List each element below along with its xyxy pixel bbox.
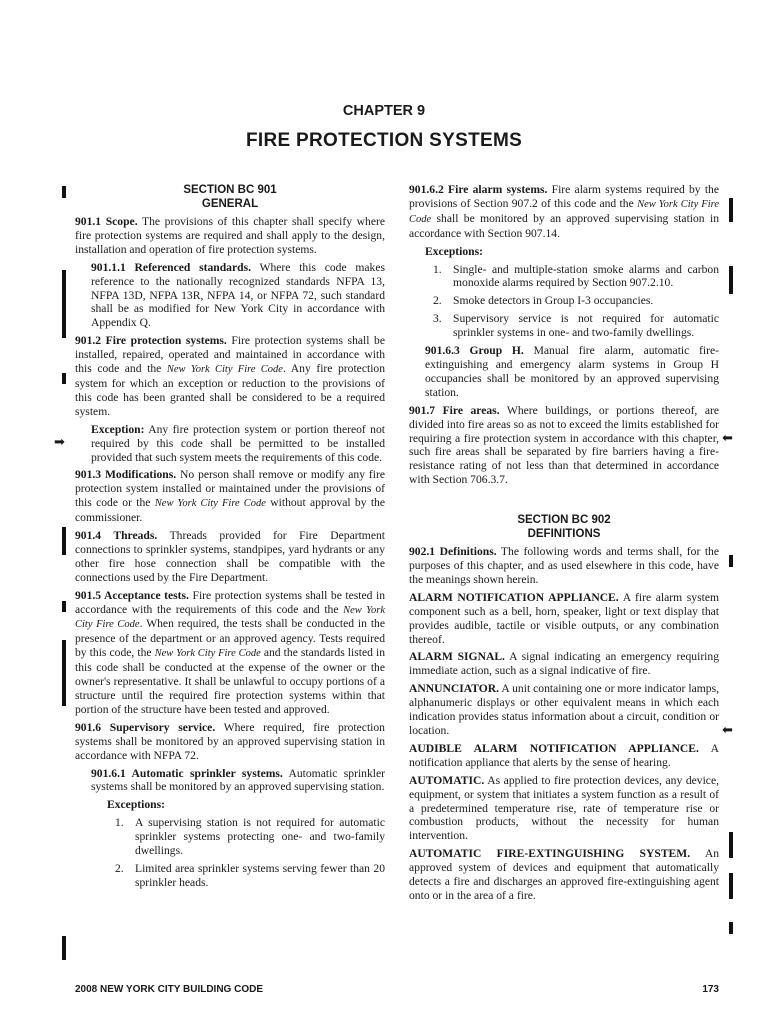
definition-annunciator: ANNUNCIATOR. A unit containing one or more indicator lamps, alphanumeric displays or other equivalent means in which each indication provides status information about a circuit, condition or location.: [409, 682, 719, 737]
arrow-left-icon: ⬅: [722, 722, 733, 737]
change-bar-icon: [62, 270, 66, 338]
exceptions-heading: Exceptions:: [425, 244, 483, 258]
paragraph-901-5: 901.5 Acceptance tests. Fire protection systems shall be tested in accordance with the requirements of this code and the New York City Fire Code. When required, the tests shall be conducted in the presence of the department or an approved agency. Tests required by this code, the New York City Fire Code and the standards listed in this code shall be conducted at the expense of the owner or the owner's representative. It shall be unlawful to occupy portions of a structure until the required fire protection systems within that portion of the structure have been tested and approved.: [75, 588, 386, 716]
definition-alarm-notification-appliance: ALARM NOTIFICATION APPLIANCE. A fire alarm system component such as a bell, horn, speaker, light or text display that provides audible, tactile or visible outputs, or any combination thereof.: [409, 590, 720, 646]
left-column: [75, 183, 385, 894]
change-bar-icon: [729, 832, 733, 858]
paragraph-901-1-1: 901.1.1 Referenced standards. Where this code makes reference to the nationally recognized standards NFPA 13, NFPA 13D, NFPA 13R, NFPA 14, or NFPA 72, such standard shall be as modified for New York City in accordance with Appendix Q.: [91, 260, 385, 330]
page-number: 173: [702, 984, 719, 995]
change-bar-icon: [62, 373, 66, 384]
paragraph-901-3: 901.3 Modifications. No person shall remove or modify any fire protection system installed or maintained under the provisions of this code or the New York City Fire Code without approval by the commissioner.: [75, 468, 386, 525]
paragraph-901-1: 901.1 Scope. The provisions of this chapter shall specify where fire protection systems are required and shall apply to the design, installation and operation of fire protection systems.: [75, 215, 385, 256]
change-bar-icon: [62, 640, 66, 706]
list-item: 1. Single- and multiple-station smoke alarms and carbon monoxide alarms required by Section 907.2.10.: [433, 262, 719, 290]
chapter-title: FIRE PROTECTION SYSTEMS: [245, 130, 523, 151]
section-heading-902: SECTION BC 902 DEFINITIONS: [517, 514, 611, 541]
paragraph-901-6-3: 901.6.3 Group H. Manual fire alarm, automatic fire-extinguishing and emergency alarm systems in Group H occupancies shall be monitored by an approved supervising station.: [425, 344, 719, 399]
change-bar-icon: [62, 527, 66, 555]
list-item: 2. Limited area sprinkler systems serving fewer than 20 sprinkler heads.: [115, 861, 385, 889]
paragraph-902-1: 902.1 Definitions. The following words and terms shall, for the purposes of this chapter, and as used elsewhere in this code, have the meanings shown herein.: [409, 545, 719, 586]
change-bar-icon: [729, 922, 733, 934]
change-bar-icon: [729, 555, 733, 567]
arrow-left-icon: ⬅: [722, 430, 733, 445]
arrow-right-icon: ➡: [54, 434, 65, 449]
section-heading-901: SECTION BC 901 GENERAL: [183, 184, 277, 210]
definition-automatic-fire-extinguishing-system: AUTOMATIC FIRE-EXTINGUISHING SYSTEM. An approved system of devices and equipment that automatically detects a fire and discharges an approved fire-extinguishing agent onto or in the area of a fire.: [409, 847, 719, 902]
change-bar-icon: [62, 601, 66, 612]
change-bar-icon: [62, 186, 66, 198]
list-item: 2. Smoke detectors in Group I-3 occupancies.: [433, 294, 654, 308]
paragraph-901-6: 901.6 Supervisory service. Where required, fire protection systems shall be monitored by an approved supervising station in accordance with NFPA 72.: [75, 720, 385, 762]
change-bar-icon: [729, 198, 733, 222]
paragraph-901-7: 901.7 Fire areas. Where buildings, or portions thereof, are divided into fire areas so as not to exceed the limits established for requiring a fire protection system in accordance with this chapter, such fire areas shall be separated by fire barriers having a fire-resistance rating of not less than that determined in accordance with Section 706.3.7.: [409, 403, 720, 487]
list-item: 1. A supervising station is not required for automatic sprinkler systems protecting one- and two-family dwellings.: [115, 816, 385, 858]
definition-automatic: AUTOMATIC. As applied to fire protection devices, any device, equipment, or system that initiates a system function as a result of a predetermined temperature rise, rate of temperature rise or combustion products, without the necessity for human intervention.: [409, 773, 719, 843]
definition-alarm-signal: ALARM SIGNAL. A signal indicating an emergency requiring immediate action, such as a signal indicative of fire.: [409, 650, 720, 678]
exceptions-heading: Exceptions:: [107, 798, 165, 812]
right-column: [409, 183, 719, 907]
change-bar-icon: [729, 266, 733, 294]
paragraph-901-6-1: 901.6.1 Automatic sprinkler systems. Automatic sprinkler systems shall be monitored by an approved supervising station.: [91, 766, 385, 794]
change-bar-icon: [729, 873, 733, 899]
exception-901-2: Exception: Any fire protection system or portion thereof not required by this code shall be permitted to be installed provided that such system meets the requirements of this code.: [91, 422, 385, 464]
change-bar-icon: [62, 936, 66, 960]
paragraph-901-4: 901.4 Threads. Threads provided for Fire Department connections to sprinkler systems, standpipes, yard hydrants or any other fire hose connection shall be compatible with the connections used by the Fire Department.: [75, 529, 385, 584]
footer-title: 2008 NEW YORK CITY BUILDING CODE: [75, 984, 263, 995]
paragraph-901-6-2: 901.6.2 Fire alarm systems. Fire alarm systems required by the provisions of Section 907.2 of this code and the New York City Fire Code shall be monitored by an approved supervising station in accordance with Section 907.14.: [409, 183, 719, 240]
paragraph-901-2: 901.2 Fire protection systems. Fire protection systems shall be installed, repaired, operated and maintained in accordance with this code and the New York City Fire Code. Any fire protection system for which an exception or reduction to the provisions of this code has been granted shall be considered to be a required system.: [75, 334, 386, 418]
definition-audible-alarm-notification-appliance: AUDIBLE ALARM NOTIFICATION APPLIANCE. A notification appliance that alerts by the sense of hearing.: [409, 741, 719, 769]
chapter-label: CHAPTER 9: [342, 103, 426, 119]
list-item: 3. Supervisory service is not required for automatic sprinkler systems in one- and two-family dwellings.: [433, 312, 719, 340]
